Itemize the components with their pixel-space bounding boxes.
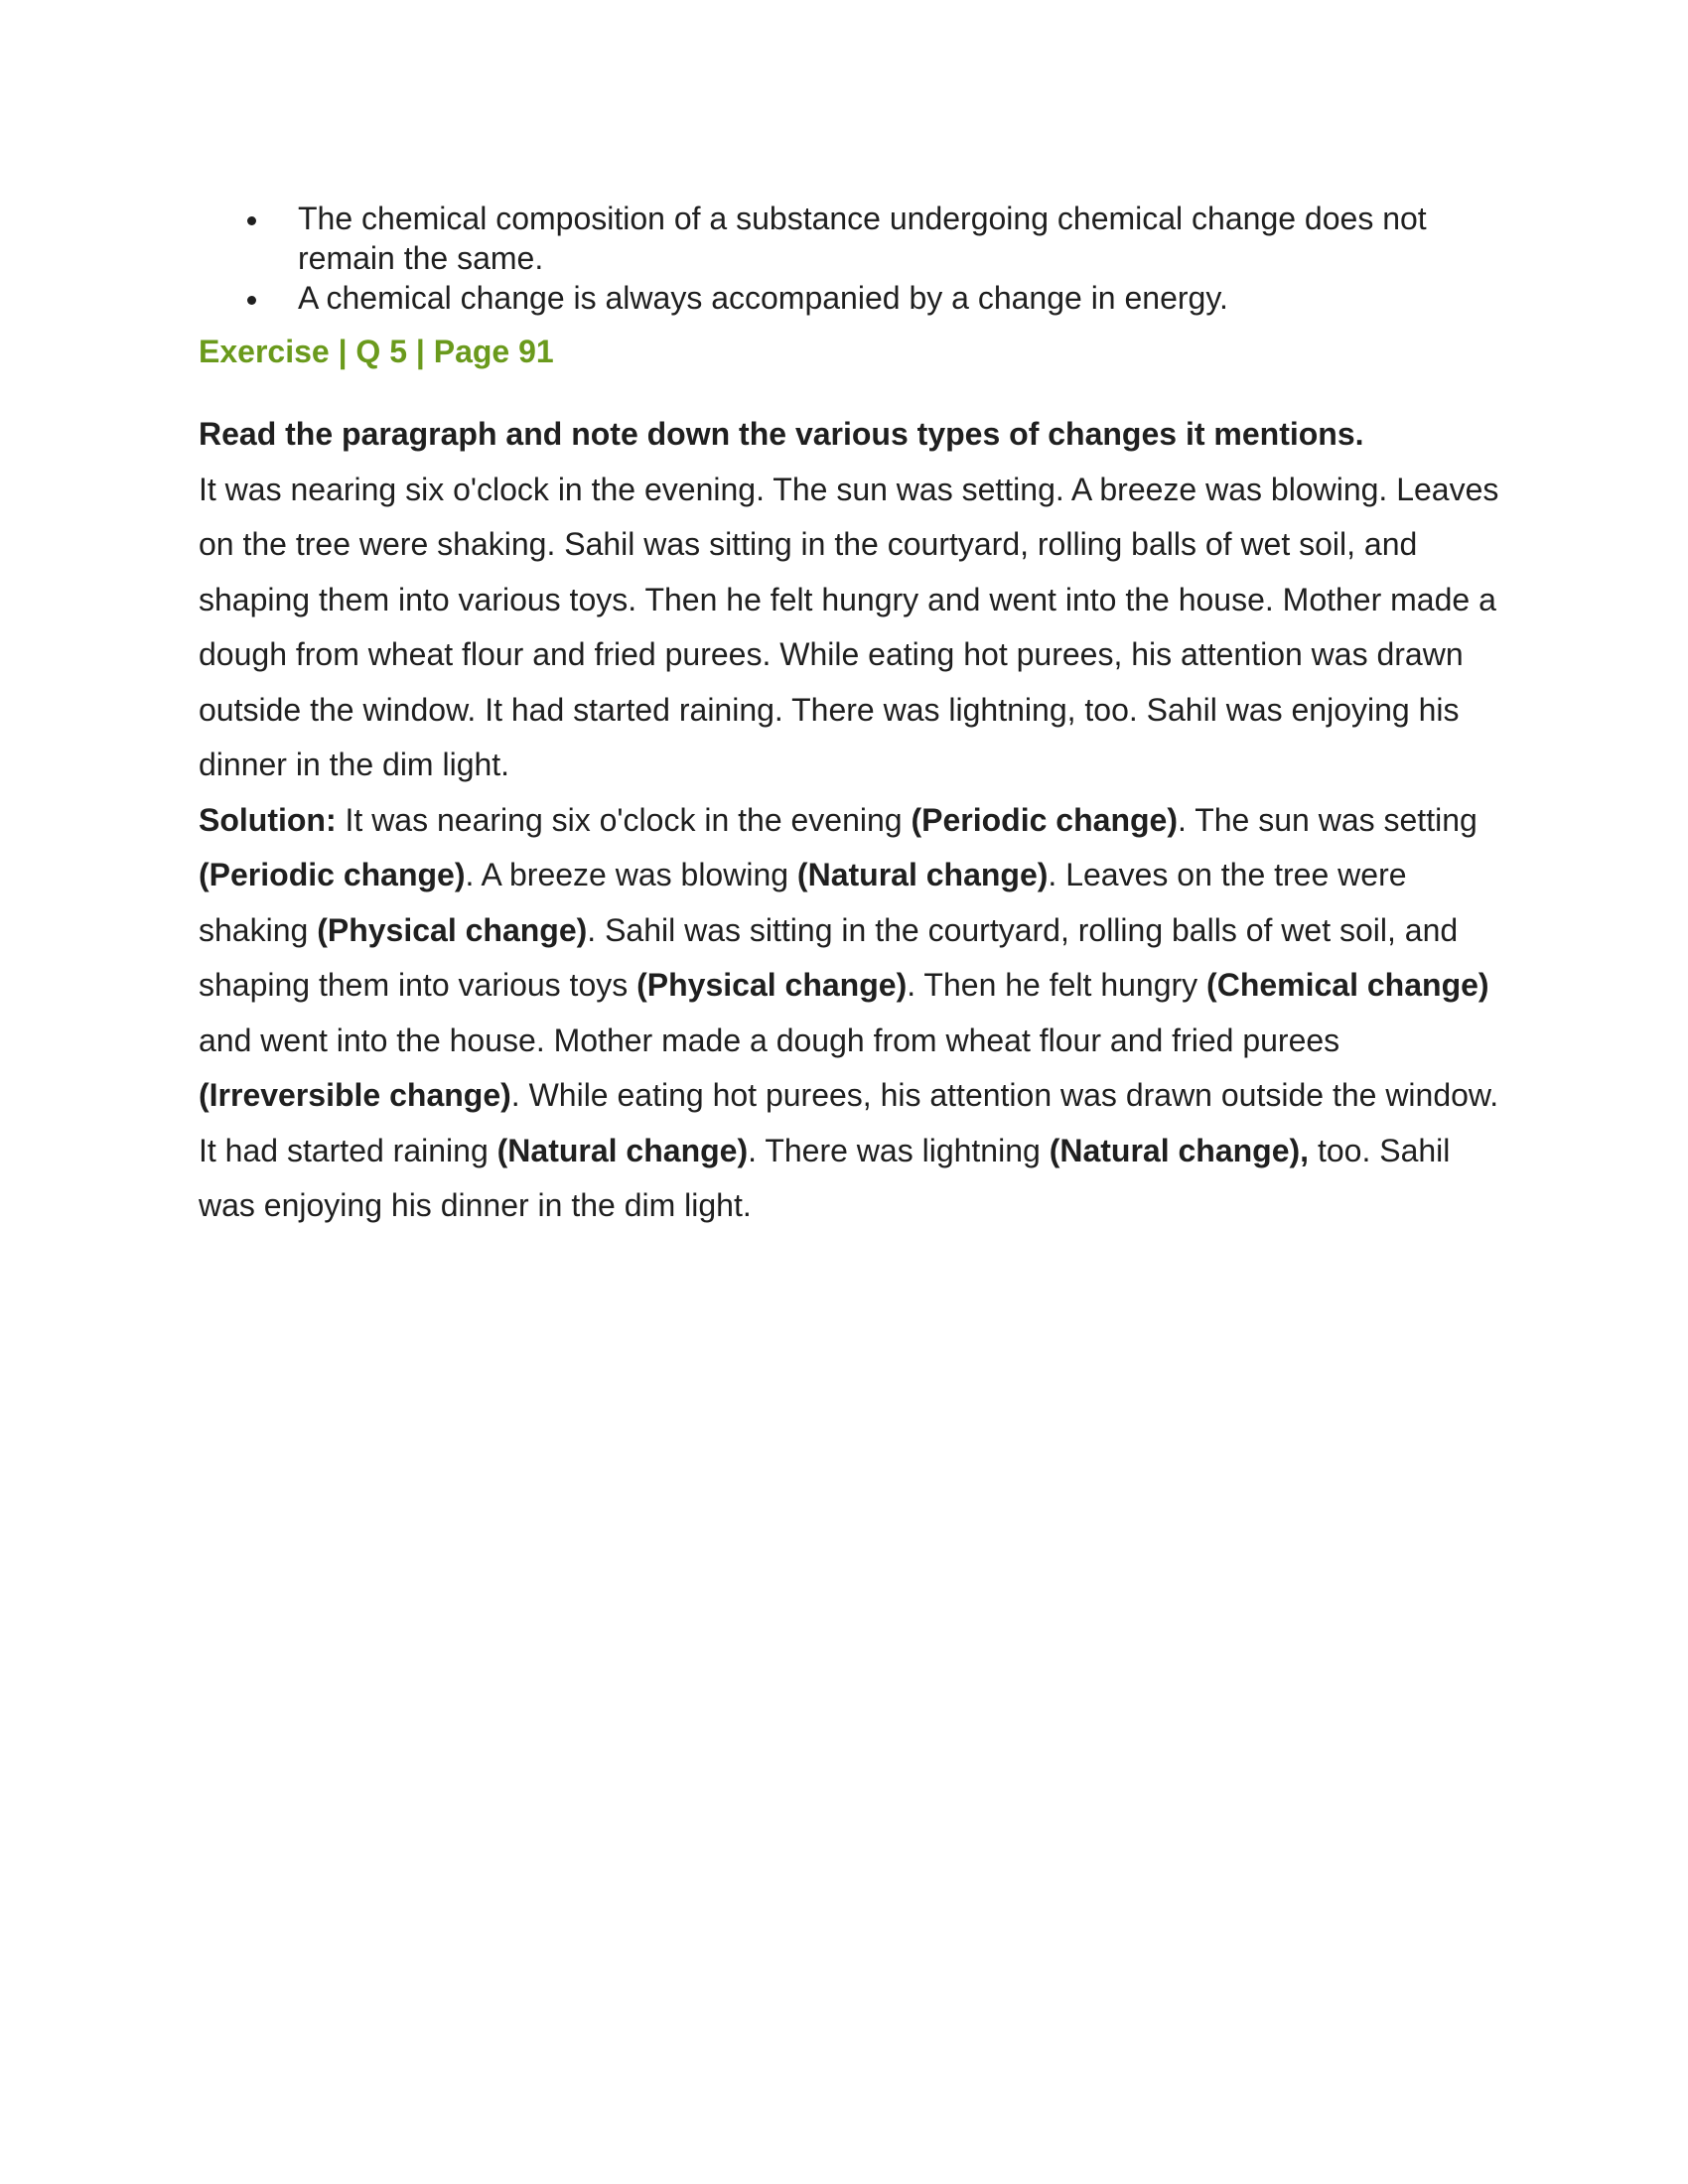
change-label: (Physical change)	[636, 967, 908, 1003]
change-label: (Chemical change)	[1206, 967, 1489, 1003]
solution-text: and went into the house. Mother made a dough from wheat flour and fried purees	[199, 1022, 1340, 1058]
solution-text: . There was lightning	[748, 1132, 1050, 1168]
solution-text: . Then he felt hungry	[907, 967, 1207, 1003]
bullet-list	[199, 199, 1499, 318]
change-label: (Natural change)	[796, 857, 1049, 892]
exercise-heading: Exercise | Q 5 | Page 91	[199, 334, 554, 369]
solution-text: It was nearing six o'clock in the evening	[336, 801, 912, 838]
change-label: (Physical change)	[317, 911, 588, 948]
bullet-item	[199, 278, 1499, 318]
story-paragraph: It was nearing six o'clock in the evening. The sun was setting. A breeze was blowing. Leaves on the tree were shaking. Sahil was sitting in the courtyard, rolling balls of wet soil, and shaping them into various toys. Then he felt hungry and went into the house. Mother made a dough from wheat flour and fried purees. While eating hot purees, his attention was drawn outside the window. It had started raining. There was lightning, too. Sahil was enjoying his dinner in the dim light.	[199, 471, 1499, 782]
bullet-dot-icon	[247, 296, 256, 305]
solution-text: too. Sahil was enjoying his dinner in the dim light.	[199, 1132, 1451, 1223]
solution-label: Solution:	[199, 801, 337, 838]
solution-text: . Sahil was sitting in the courtyard, rolling balls of wet soil, and shaping them into various toys	[199, 911, 1459, 1003]
change-label: (Natural change)	[496, 1132, 749, 1168]
change-label: (Periodic change)	[199, 857, 466, 892]
change-label: (Irreversible change)	[199, 1077, 511, 1113]
bullet-text: The chemical composition of a substance undergoing chemical change does not remain the same.	[298, 201, 1427, 276]
bullet-item	[199, 199, 1499, 278]
change-label: (Periodic change)	[911, 801, 1178, 838]
bullet-text: A chemical change is always accompanied by a change in energy.	[298, 280, 1228, 316]
solution-text: . The sun was setting	[1177, 801, 1477, 838]
solution-text: . While eating hot purees, his attention was drawn outside the window. It had started raining	[199, 1077, 1499, 1168]
page-content	[199, 199, 1499, 1234]
question-text: Read the paragraph and note down the various types of changes it mentions.	[199, 416, 1364, 452]
solution-text: . Leaves on the tree were shaking	[199, 857, 1407, 948]
solution-paragraph	[199, 793, 1499, 1234]
change-label: (Natural change),	[1049, 1132, 1310, 1168]
solution-text: . A breeze was blowing	[465, 857, 797, 892]
bullet-dot-icon	[247, 216, 256, 225]
